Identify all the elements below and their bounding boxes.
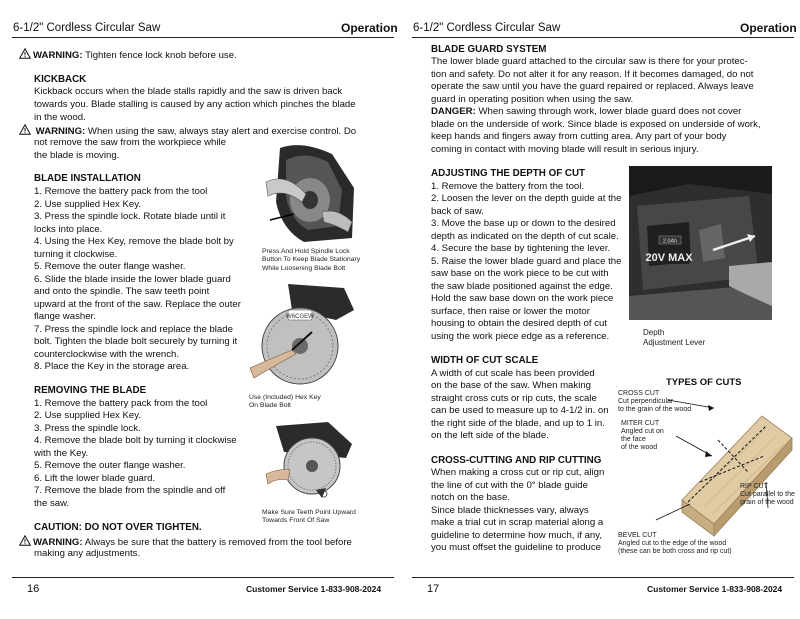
warning-battery: WARNING: Always be sure that the battery is removed from the tool before xyxy=(19,535,352,550)
cross-line: make a trial cut in scrap material along a xyxy=(431,517,604,528)
danger-line: DANGER: When sawing through work, lower blade guard does not cover xyxy=(431,106,742,117)
cross-line: the line of cut with the 0° blade guide xyxy=(431,480,588,491)
cross-line: you must offset the guideline to produce xyxy=(431,542,601,553)
right-footer-rule xyxy=(412,577,794,578)
install-step: 2. Use supplied Hex Key. xyxy=(34,199,142,210)
types-of-cuts-title: TYPES OF CUTS xyxy=(666,377,742,388)
left-header-rule xyxy=(12,37,394,38)
warning-alert-line: not remove the saw from the workpiece while xyxy=(34,137,226,148)
hex-key-photo xyxy=(248,280,358,388)
install-step: 7. Press the spindle lock and replace the blade xyxy=(34,324,233,335)
remove-step: with the Key. xyxy=(34,448,89,459)
left-header-title: 6-1/2" Cordless Circular Saw xyxy=(13,22,161,34)
depth-lever-photo xyxy=(629,166,772,320)
install-step: 6. Slide the blade inside the lower blade guard xyxy=(34,274,231,285)
width-heading: WIDTH OF CUT SCALE xyxy=(431,355,539,366)
warning-icon xyxy=(19,48,31,59)
remove-step: the saw. xyxy=(34,498,70,509)
right-page xyxy=(400,0,800,619)
install-step: 3. Press the spindle lock. Rotate blade until it xyxy=(34,211,226,222)
depth-step: the saw blade positioned against the edge. xyxy=(431,281,613,292)
depth-heading: ADJUSTING THE DEPTH OF CUT xyxy=(431,168,586,179)
install-step: turning it clockwise. xyxy=(34,249,118,260)
right-header-section: Operation xyxy=(740,21,797,35)
cross-line: guideline to determine how much, if any, xyxy=(431,530,603,541)
depth-step: housing to obtain the desired depth of cut xyxy=(431,318,608,329)
depth-step: Hold the saw base down on the work piece xyxy=(431,293,614,304)
right-page-number: 17 xyxy=(427,583,440,595)
depth-step: back of saw. xyxy=(431,206,484,217)
warning-icon xyxy=(19,124,31,135)
depth-step: surface, then raise or lower the motor xyxy=(431,306,590,317)
blade-guard-line: tion and safety. Do not alter it for any reason. If it becomes damaged, do not xyxy=(431,69,754,80)
left-page-number: 16 xyxy=(27,583,40,595)
danger-label: DANGER: xyxy=(431,106,476,117)
kickback-line: in the wood. xyxy=(34,112,86,123)
blade-guard-line: The lower blade guard attached to the circular saw is there for your protec- xyxy=(431,56,748,67)
remove-step: 4. Remove the blade bolt by turning it clockwise xyxy=(34,435,237,446)
install-step: 5. Remove the outer flange washer. xyxy=(34,261,186,272)
remove-step: 1. Remove the battery pack from the tool xyxy=(34,398,208,409)
cross-line: When making a cross cut or rip cut, align xyxy=(431,467,605,478)
width-line: on the left side of the blade. xyxy=(431,430,549,441)
blade-guard-heading: BLADE GUARD SYSTEM xyxy=(431,44,547,55)
width-line: straight cross cuts or rip cuts, the scale xyxy=(431,393,597,404)
hex-key-caption: Use (Included) Hex Key On Blade Bolt xyxy=(249,394,321,410)
right-header-title: 6-1/2" Cordless Circular Saw xyxy=(413,22,561,34)
install-step: counterclockwise with the wrench. xyxy=(34,349,180,360)
blade-guard-line: operate the saw until you have the guard repaired or replaced. Always leave xyxy=(431,81,754,92)
install-step: and onto the spindle. The saw teeth point xyxy=(34,286,210,297)
depth-step: 5. Raise the lower blade guard and place the xyxy=(431,256,622,267)
blade-installation-heading: BLADE INSTALLATION xyxy=(34,173,141,184)
warning-alert-line: the blade is moving. xyxy=(34,150,120,161)
blade-guard-line: guard in operating position when using the saw. xyxy=(431,94,634,105)
rip-cut-label: RIP CUT Cut parallel to the grain of the wood xyxy=(740,483,795,506)
remove-step: 5. Remove the outer flange washer. xyxy=(34,460,186,471)
depth-step: depth as indicated on the depth of cut scale. xyxy=(431,231,619,242)
miter-cut-label: MITER CUT Angled cut on the face of the wood xyxy=(621,420,664,451)
depth-step: using the work piece edge as a reference. xyxy=(431,331,610,342)
remove-step: 7. Remove the blade from the spindle and off xyxy=(34,485,226,496)
right-customer-service: Customer Service 1-833-908-2024 xyxy=(647,584,783,594)
spindle-lock-photo xyxy=(262,142,358,246)
warning-alert: WARNING: When using the saw, always stay alert and exercise control. Do xyxy=(19,124,356,139)
battery-capacity: 2.0Ah xyxy=(662,238,678,245)
remove-step: 3. Press the spindle lock. xyxy=(34,423,141,434)
depth-step: 4. Secure the base by tightening the lever. xyxy=(431,243,611,254)
depth-step: 2. Loosen the lever on the depth guide at the xyxy=(431,193,622,204)
danger-line: coming in contact with moving blade will result in serious injury. xyxy=(431,144,699,155)
right-header-rule xyxy=(412,37,794,38)
install-step: 8. Place the Key in the storage area. xyxy=(34,361,190,372)
brand-label: W6CGEW xyxy=(286,314,314,320)
depth-step: 1. Remove the battery from the tool. xyxy=(431,181,585,192)
warning-fence-knob: WARNING: Tighten fence lock knob before use. xyxy=(19,48,237,63)
remove-step: 2. Use supplied Hex Key. xyxy=(34,410,142,421)
left-footer-rule xyxy=(12,577,394,578)
left-header-section: Operation xyxy=(341,21,398,35)
depth-step: saw base on the work piece to be cut with xyxy=(431,268,609,279)
install-step: 4. Using the Hex Key, remove the blade bolt by xyxy=(34,236,234,247)
kickback-heading: KICKBACK xyxy=(34,74,87,85)
warning-icon xyxy=(19,535,31,546)
cross-cutting-heading: CROSS-CUTTING AND RIP CUTTING xyxy=(431,455,602,466)
install-step: upward at the front of the saw. Replace the outer xyxy=(34,299,241,310)
cross-line: Since blade thicknesses vary, always xyxy=(431,505,589,516)
install-step: 1. Remove the battery pack from the tool xyxy=(34,186,208,197)
cross-cut-label: CROSS CUT Cut perpendicular to the grain of the wood xyxy=(618,390,692,413)
teeth-direction-caption: Make Sure Teeth Point Upward Towards Front Of Saw xyxy=(262,509,356,525)
caution-heading: CAUTION: DO NOT OVER TIGHTEN. xyxy=(34,522,202,533)
removing-blade-heading: REMOVING THE BLADE xyxy=(34,385,147,396)
cross-line: notch on the base. xyxy=(431,492,510,503)
kickback-line: Kickback occurs when the blade stalls rapidly and the saw is driven back xyxy=(34,86,343,97)
spindle-lock-caption: Press And Hold Spindle Lock Button To Keep Blade Stationary While Loosening Blade Bolt xyxy=(262,248,361,272)
install-step: flange washer. xyxy=(34,311,96,322)
teeth-direction-photo xyxy=(262,418,362,504)
battery-label: 20V MAX xyxy=(645,252,693,264)
kickback-line: towards you. Blade stalling is caused by any action which pinches the blade xyxy=(34,99,356,110)
danger-line: keep hands and fingers away from cutting area. Any part of your body xyxy=(431,131,727,142)
width-line: A width of cut scale has been provided xyxy=(431,368,595,379)
bevel-cut-label: BEVEL CUT Angled cut to the edge of the wood (these can be both cross and rip cut) xyxy=(618,532,732,555)
depth-step: 3. Move the base up or down to the desired xyxy=(431,218,616,229)
left-customer-service: Customer Service 1-833-908-2024 xyxy=(246,584,382,594)
install-step: locks into place. xyxy=(34,224,103,235)
warning-battery-line: making any adjustments. xyxy=(34,548,141,559)
width-line: on the base of the saw. When making xyxy=(431,380,591,391)
depth-lever-caption: Depth Adjustment Lever xyxy=(643,328,706,347)
danger-line: blade on the underside of work. Since blade is exposed on underside of work, xyxy=(431,119,761,130)
width-line: can be used to measure up to 4-1/2 in. on xyxy=(431,405,609,416)
width-line: the right side of the blade, and up to 1 in. xyxy=(431,418,605,429)
remove-step: 6. Lift the lower blade guard. xyxy=(34,473,156,484)
install-step: bolt. Tighten the blade bolt securely by turning it xyxy=(34,336,238,347)
